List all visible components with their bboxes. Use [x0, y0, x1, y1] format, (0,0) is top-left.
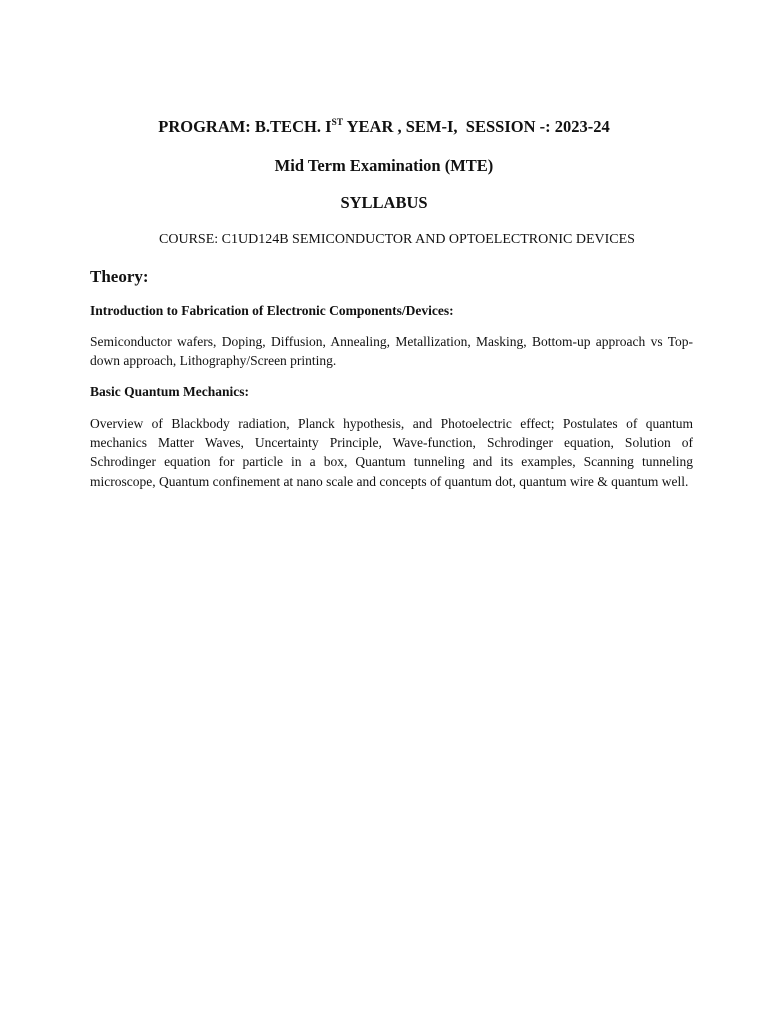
exam-title: Mid Term Examination (MTE)	[274, 156, 494, 175]
section-heading-quantum: Basic Quantum Mechanics:	[90, 384, 250, 399]
section-body-fabrication: Semiconductor wafers, Doping, Diffusion, Annealing, Metallization, Masking, Bottom-up approach vs Top-down approach, Lithography/Screen printing.	[90, 334, 693, 369]
program-prefix: PROGRAM: B.TECH. I	[158, 117, 332, 136]
section-body-quantum: Overview of Blackbody radiation, Planck hypothesis, and Photoelectric effect; Postulates of quantum mechanics Matter Waves, Uncertainty Principle, Wave-function, Schrodinger equation, Solution of Schrodinger equation for particle in a box, Quantum tunneling and its examples, Scanning tunneling microscope, Quantum confinement at nano scale and concepts of quantum dot, quantum wire & quantum well.	[90, 416, 693, 489]
program-superscript: ST	[331, 117, 344, 128]
theory-heading: Theory:	[90, 267, 149, 286]
section-heading-fabrication: Introduction to Fabrication of Electronic Components/Devices:	[90, 303, 454, 318]
program-suffix: YEAR , SEM-I, SESSION -: 2023-24	[343, 117, 610, 136]
syllabus-title: SYLLABUS	[340, 193, 428, 212]
course-title: COURSE: C1UD124B SEMICONDUCTOR AND OPTOELECTRONIC DEVICES	[159, 232, 635, 247]
program-heading	[0, 116, 768, 138]
